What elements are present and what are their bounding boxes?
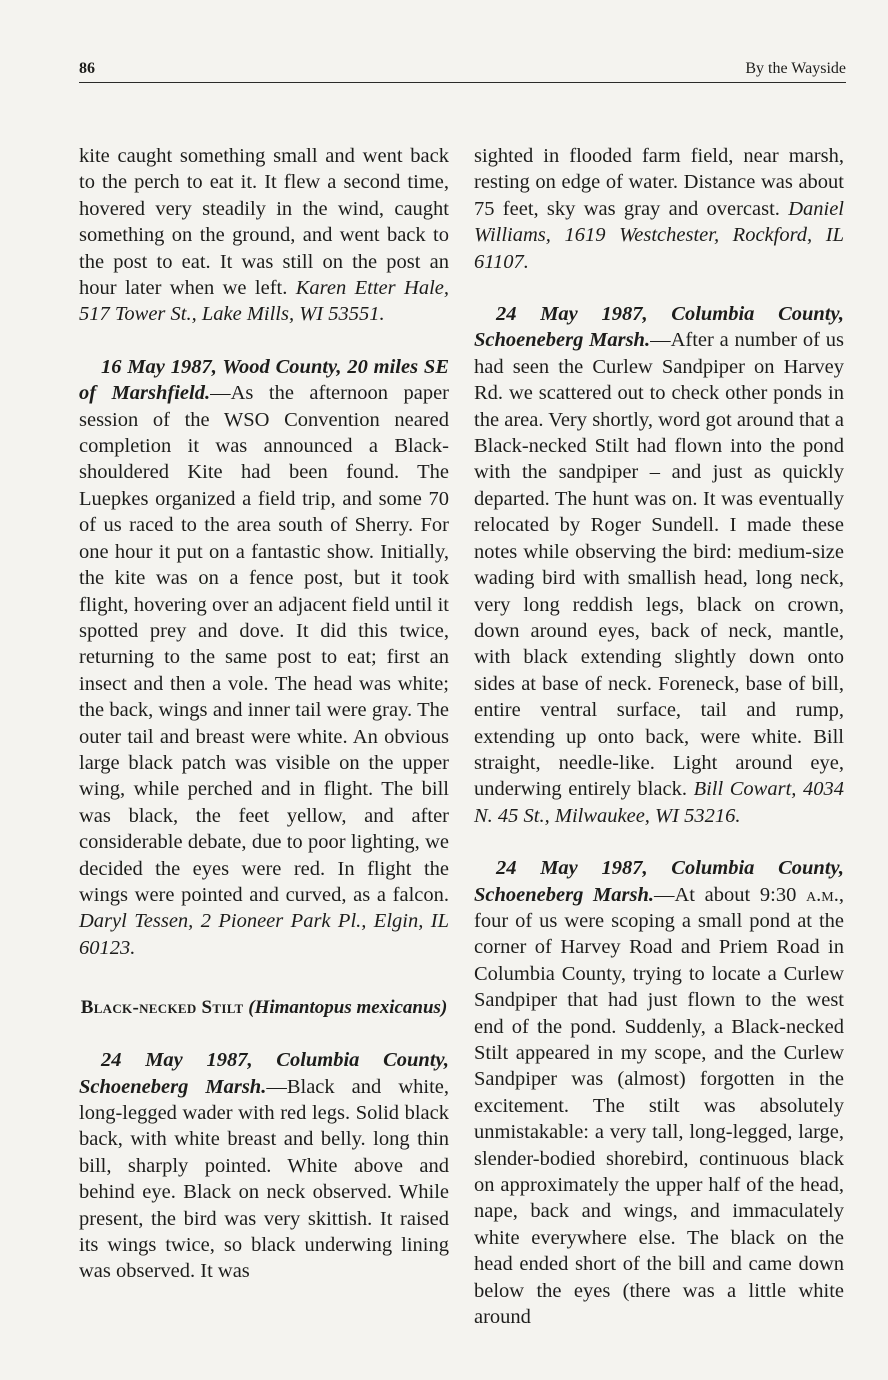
left-column	[79, 143, 449, 1285]
paragraph-text: sighted in flooded farm field, near marsh, resting on edge of water. Distance was about 75 feet, sky was gray and overcast.	[474, 145, 844, 220]
paragraph	[474, 301, 844, 829]
page-number: 86	[79, 60, 95, 77]
running-title: By the Wayside	[745, 60, 846, 77]
species-scientific-name: (Himantopus mexicanus)	[248, 997, 448, 1019]
paragraph	[79, 354, 449, 961]
paragraph	[79, 143, 449, 328]
species-heading	[79, 995, 449, 1021]
paragraph-text: —At about 9:30	[653, 883, 807, 906]
paragraph-text: , four of us were scoping a small pond at the corner of Harvey Road and Priem Road in Columbia County, trying to locate a Curlew Sandpiper that had just flown to the west end of the pond. Suddenly, a Black-necked Stilt appeared in my scope, and the Curlew Sandpiper was (almost) forgotten in the excitement. The stilt was absolutely unmistakable: a very tall, long-legged, large, slender-bodied shorebird, continuous black on approximately the upper half of the head, nape, back and wings, and immaculately white everywhere else. The black on the head ended short of the bill and came down below the eyes (there was a little white around	[474, 883, 844, 1329]
time-suffix: a.m.	[806, 883, 839, 906]
record-heading: 24 May 1987, Columbia County, Schoeneberg Marsh.	[79, 1049, 449, 1098]
paragraph	[474, 855, 844, 1330]
paragraph	[474, 143, 844, 275]
paragraph-text: —As the afternoon paper session of the WSO Convention neared completion it was announced a Black-shouldered Kite had been found. The Luepkes organized a field trip, and some 70 of us raced to the area south of Sherry. For one hour it put on a fantastic show. Initially, the kite was on a fence post, but it took flight, hovering over an adjacent field until it spotted prey and dove. It did this twice, returning to the same post to eat; first an insect and then a vole. The head was white; the back, wings and inner tail were gray. The outer tail and breast were white. An obvious large black patch was visible on the upper wing, while perched and in flight. The bill was black, the feet yellow, and after considerable debate, due to poor lighting, we decided the eyes were red. In flight the wings were pointed and curved, as a falcon.	[79, 382, 449, 906]
record-heading: 24 May 1987, Columbia County, Schoeneberg Marsh.	[474, 857, 844, 906]
observer-credit: Daryl Tessen, 2 Pioneer Park Pl., Elgin, IL 60123.	[79, 910, 449, 959]
observer-credit: Bill Cowart, 4034 N. 45 St., Milwaukee, WI 53216.	[474, 778, 844, 827]
observer-credit: Daniel Williams, 1619 Westchester, Rockford, IL 61107.	[474, 197, 844, 273]
right-column	[474, 143, 844, 1330]
paragraph	[79, 1047, 449, 1285]
record-heading: 24 May 1987, Columbia County, Schoeneberg Marsh.	[474, 303, 844, 352]
paragraph-text: —After a number of us had seen the Curlew Sandpiper on Harvey Rd. we scattered out to check other ponds in the area. Very shortly, word got around that a Black-necked Stilt had flown into the pond with the sandpiper – and just as quickly departed. The hunt was on. It was eventually relocated by Roger Sundell. I made these notes while observing the bird: medium-size wading bird with smallish head, long neck, very long reddish legs, black on crown, down around eyes, back of neck, mantle, with black extending slightly down onto sides at base of neck. Foreneck, base of bill, entire ventral surface, tail and rump, extending up onto back, were white. Bill straight, needle-like. Light around eye, underwing entirely black.	[474, 329, 844, 801]
paragraph-text: kite caught something small and went back to the perch to eat it. It flew a second time, hovered very steadily in the wind, caught something on the ground, and went back to the post to eat. It was still on the post an hour later when we left.	[79, 145, 449, 300]
page-header	[79, 58, 846, 83]
species-common-name: Black-necked Stilt	[80, 997, 244, 1019]
observer-credit: Karen Etter Hale, 517 Tower St., Lake Mills, WI 53551.	[79, 277, 450, 326]
record-heading: 16 May 1987, Wood County, 20 miles SE of Marshfield.	[79, 355, 449, 405]
paragraph-text: —Black and white, long-legged wader with red legs. Solid black back, with white breast and belly. long thin bill, sharply pointed. White above and behind eye. Black on neck observed. While present, the bird was very skittish. It raised its wings twice, so black underwing lining was observed. It was	[79, 1075, 449, 1283]
